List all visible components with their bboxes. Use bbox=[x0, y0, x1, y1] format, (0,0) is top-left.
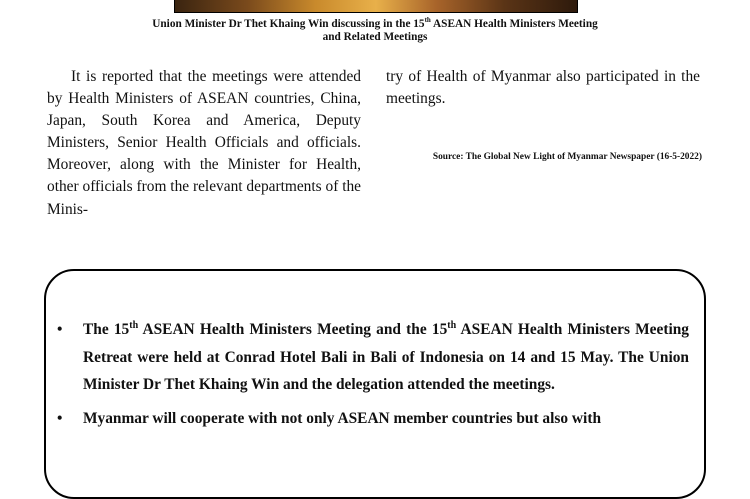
article-column-left bbox=[47, 66, 361, 221]
article-paragraph: It is reported that the meetings were attended by Health Ministers of ASEAN countries, China, Japan, South Korea and America, Deputy Ministers, Senior Health Officials and officials. Moreover, along with the Minister for Health, other officials from the relevant departments of the Minis- bbox=[47, 68, 361, 218]
article-paragraph-continued: try of Health of Myanmar also participated in the meetings. bbox=[386, 68, 700, 108]
photo-caption: Union Minister Dr Thet Khaing Win discussing in the 15th ASEAN Health Ministers Meeting and Related Meetings bbox=[152, 16, 598, 43]
highlights-list bbox=[57, 316, 689, 438]
meeting-photo bbox=[174, 0, 578, 13]
article-column-right bbox=[386, 66, 700, 110]
bullet-icon: • bbox=[57, 409, 63, 427]
source-citation: Source: The Global New Light of Myanmar Newspaper (16-5-2022) bbox=[432, 152, 702, 162]
highlight-item: • Myanmar will cooperate with not only ASEAN member countries but also with bbox=[57, 405, 689, 433]
bullet-icon: • bbox=[57, 321, 63, 338]
highlight-item: • The 15th ASEAN Health Ministers Meeting and the 15th ASEAN Health Ministers Meeting Retreat were held at Conrad Hotel Bali in Bali of Indonesia on 14 and 15 May. The Union Minister Dr Thet Khaing Win and the delegation attended the meetings. bbox=[57, 316, 689, 399]
